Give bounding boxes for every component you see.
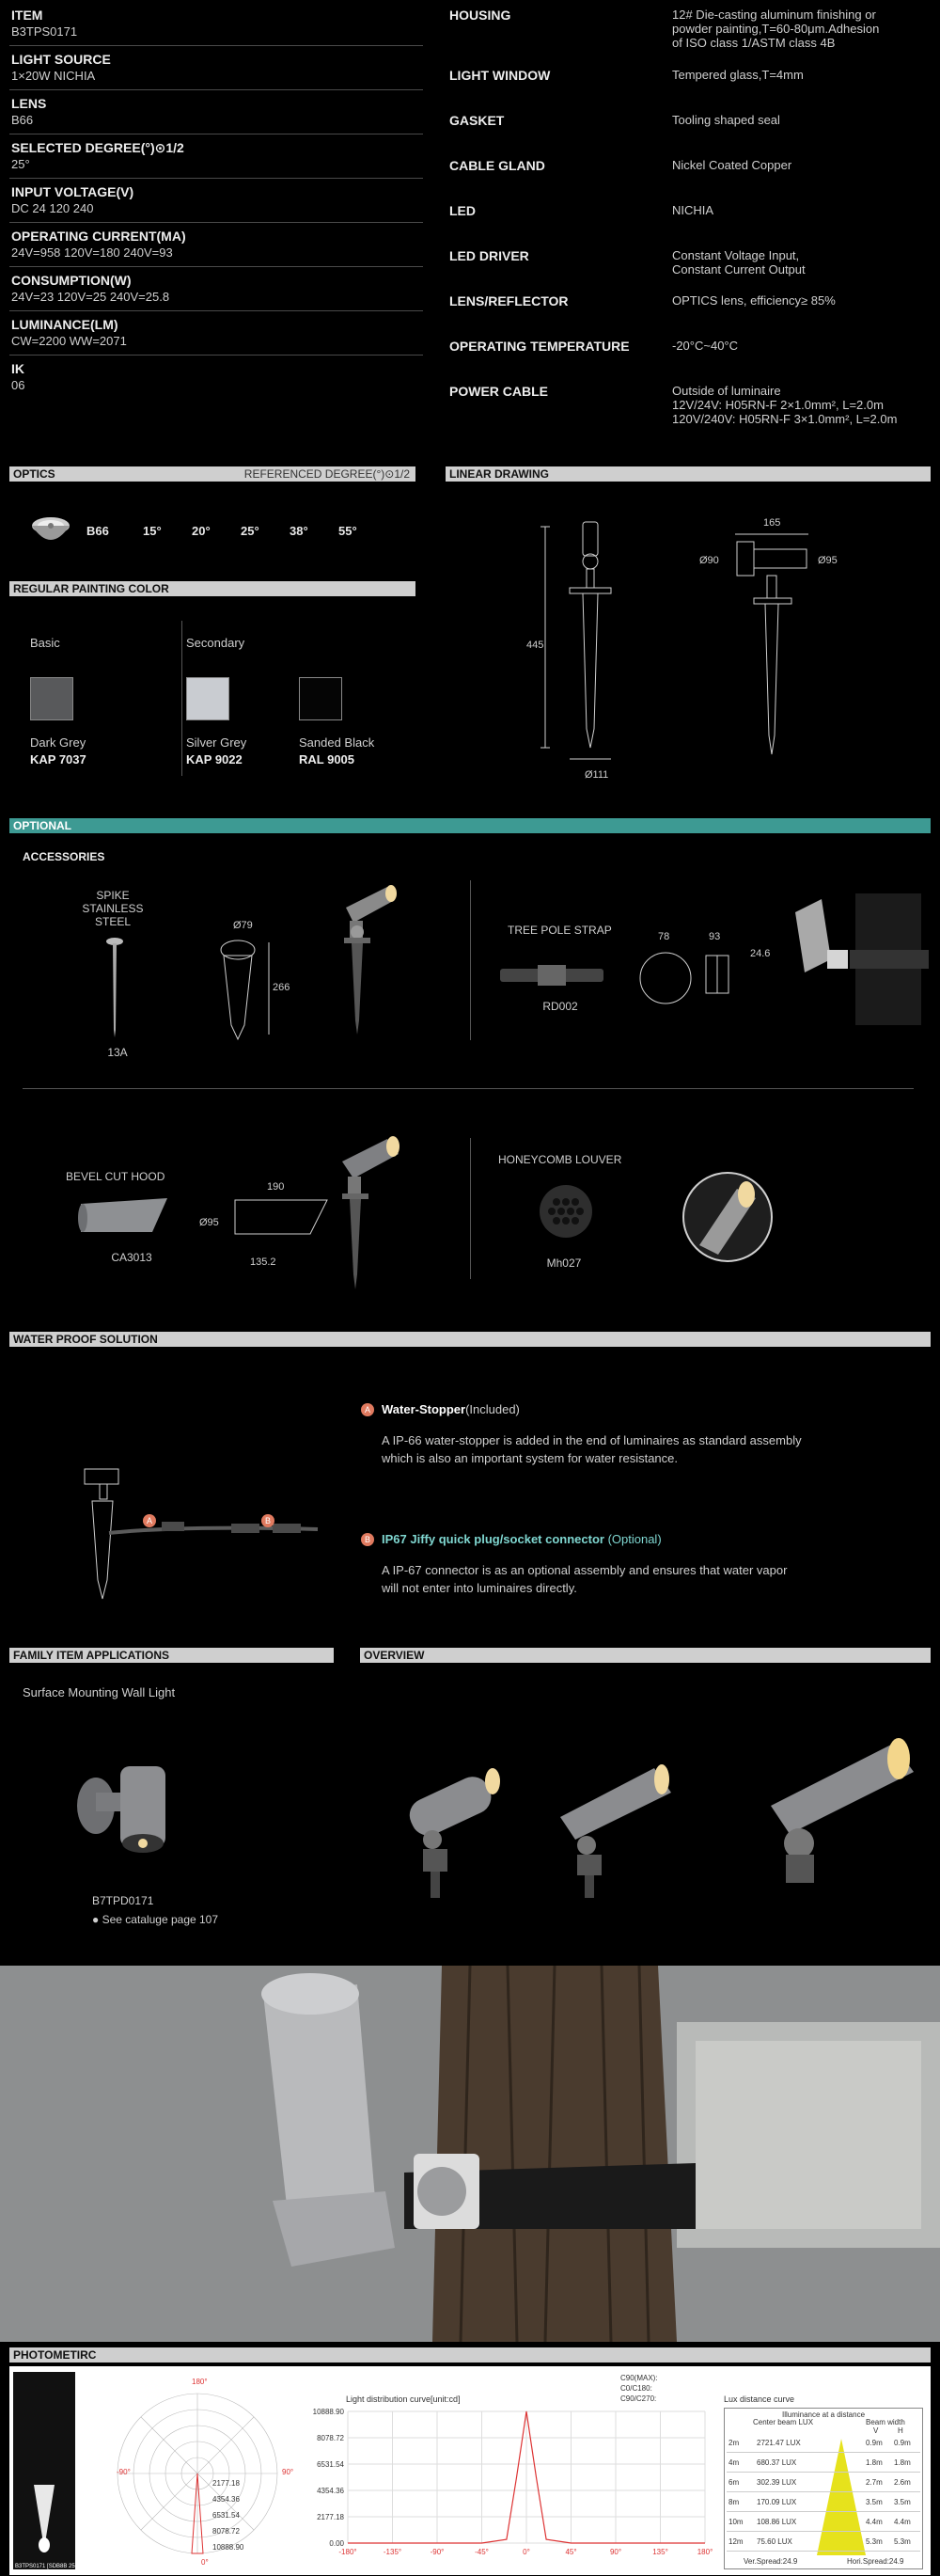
connector-name: IP67 Jiffy quick plug/socket connector xyxy=(382,1532,604,1546)
spec-value xyxy=(672,248,935,277)
spec-label: LED xyxy=(449,203,476,218)
lux-distance: 6m xyxy=(728,2478,740,2487)
color-name: Silver Grey xyxy=(186,735,247,750)
lux-subtitle: Illuminance at a distance xyxy=(781,2410,866,2419)
y-tick-label: 2177.18 xyxy=(317,2513,344,2521)
x-tick-label: -135° xyxy=(383,2548,402,2556)
spec-label: OPERATING TEMPERATURE xyxy=(449,339,630,354)
overview-title: OVERVIEW xyxy=(364,1649,425,1662)
accessory-divider-1 xyxy=(470,880,471,1040)
painting-header xyxy=(9,581,415,596)
beam-thumbnail-code: B3TPS0171 [SDB8B 25°] xyxy=(15,2564,79,2569)
lux-width-v: 1.8m xyxy=(866,2458,883,2467)
y-tick-label: 8078.72 xyxy=(317,2434,344,2442)
spec-value xyxy=(672,113,935,127)
spec-divider xyxy=(9,355,423,356)
photometric-header xyxy=(9,2347,931,2363)
waterproof-title: WATER PROOF SOLUTION xyxy=(13,1333,158,1346)
spec-value-line: OPTICS lens, efficiency≥ 85% xyxy=(672,293,836,308)
spec-label: LED DRIVER xyxy=(449,248,529,263)
hood-image xyxy=(77,1194,171,1246)
photometric-title: PHOTOMETIRC xyxy=(13,2348,97,2362)
family-item-title: Surface Mounting Wall Light xyxy=(23,1685,176,1699)
spec-divider xyxy=(9,89,423,90)
hood-code: CA3013 xyxy=(111,1251,152,1264)
overview-header xyxy=(360,1648,931,1663)
lux-row-line xyxy=(727,2491,920,2492)
family-item-code: B7TPD0171 xyxy=(92,1894,154,1907)
hood-title: BEVEL CUT HOOD xyxy=(66,1170,165,1183)
water-stopper-name: Water-Stopper xyxy=(382,1402,466,1416)
spec-value: 06 xyxy=(11,378,25,392)
spec-value-line: 12V/24V: H05RN-F 2×1.0mm², L=2.0m xyxy=(672,398,884,412)
color-code: KAP 9022 xyxy=(186,752,243,766)
optics-header xyxy=(9,466,415,482)
water-stopper-line-2: which is also an important system for water resistance. xyxy=(382,1451,679,1465)
x-tick-label: 0° xyxy=(523,2548,530,2556)
color-swatch[interactable] xyxy=(186,677,229,720)
spec-divider xyxy=(9,266,423,267)
accessory-hr xyxy=(23,1088,914,1089)
y-tick-label: 0.00 xyxy=(329,2539,344,2548)
connector-line-1: A IP-67 connector is as an optional assembly and ensures that water vapor xyxy=(382,1563,788,1577)
dim-base: Ø111 xyxy=(585,769,609,781)
spec-value-line: Constant Current Output xyxy=(672,262,806,277)
spec-value: 1×20W NICHIA xyxy=(11,69,96,83)
lux-width-v: 3.5m xyxy=(866,2498,883,2506)
water-stopper-tag: (Included) xyxy=(465,1402,520,1416)
polar-value: 6531.54 xyxy=(212,2511,240,2520)
spec-value-line: 120V/240V: H05RN-F 3×1.0mm², L=2.0m xyxy=(672,412,898,426)
louver-image xyxy=(538,1183,594,1244)
lux-table xyxy=(724,2408,923,2569)
linear-drawing-title: LINEAR DRAWING xyxy=(449,467,549,481)
hood-dim-w: 190 xyxy=(267,1181,285,1193)
spec-value: CW=2200 WW=2071 xyxy=(11,334,127,348)
secondary-label: Secondary xyxy=(186,636,245,650)
x-tick-label: -90° xyxy=(430,2548,445,2556)
spec-label: LUMINANCE(LM) xyxy=(11,317,118,332)
spec-value: 24V=958 120V=180 240V=93 xyxy=(11,245,173,260)
lux-width-h: 0.9m xyxy=(894,2439,911,2447)
spec-value: DC 24 120 240 xyxy=(11,201,94,215)
water-stopper-line-1: A IP-66 water-stopper is added in the end of luminaires as standard assembly xyxy=(382,1433,802,1447)
painting-title: REGULAR PAINTING COLOR xyxy=(13,582,169,595)
callout-b-icon: B xyxy=(261,1514,274,1527)
lux-width-h: 4.4m xyxy=(894,2518,911,2526)
spec-value xyxy=(672,339,935,353)
lux-row-line xyxy=(727,2551,920,2552)
x-tick-label: 90° xyxy=(609,2548,622,2556)
spec-value: 25° xyxy=(11,157,30,171)
spec-value-line: of ISO class 1/ASTM class 4B xyxy=(672,36,836,50)
spike-code: 13A xyxy=(107,1046,128,1059)
x-tick-label: -45° xyxy=(475,2548,489,2556)
spec-value xyxy=(672,293,935,308)
badge-a-icon: A xyxy=(361,1403,374,1416)
connector-tag: (Optional) xyxy=(603,1532,662,1546)
spike-title-1: SPIKE xyxy=(96,889,130,902)
spec-value xyxy=(672,384,935,426)
lux-head-h: H xyxy=(898,2426,903,2435)
spec-label: SELECTED DEGREE(°)⊙1/2 xyxy=(11,140,184,155)
overview-image-1 xyxy=(395,1759,508,1904)
spec-value-line: Tempered glass,T=4mm xyxy=(672,68,804,82)
lux-head-center: Center beam LUX xyxy=(753,2418,814,2426)
lux-value: 302.39 LUX xyxy=(757,2478,797,2487)
beam-thumbnail xyxy=(13,2372,75,2569)
lux-width-h: 1.8m xyxy=(894,2458,911,2467)
spec-divider xyxy=(9,222,423,223)
polar-value: 10888.90 xyxy=(212,2543,244,2552)
lux-distance: 4m xyxy=(728,2458,740,2467)
strap-product-image xyxy=(790,893,931,1030)
polar-diagram xyxy=(113,2379,282,2572)
dim-width: 165 xyxy=(763,517,781,529)
spec-value xyxy=(672,203,935,217)
louver-code: Mh027 xyxy=(546,1256,582,1270)
optional-title: OPTIONAL xyxy=(13,819,71,832)
lux-beam-cone xyxy=(813,2437,870,2559)
lux-width-h: 3.5m xyxy=(894,2498,911,2506)
optics-degree[interactable]: 25° xyxy=(241,524,259,538)
x-tick-label: 135° xyxy=(652,2548,668,2556)
optics-title: OPTICS xyxy=(13,467,55,481)
color-code: RAL 9005 xyxy=(299,752,355,766)
spec-value-line: powder painting,T=60-80μm.Adhesion xyxy=(672,22,880,36)
spec-label: LENS/REFLECTOR xyxy=(449,293,569,308)
hood-dim-d: Ø95 xyxy=(199,1217,219,1228)
lux-value: 108.86 LUX xyxy=(757,2518,797,2526)
linear-drawing-front xyxy=(724,529,827,768)
spec-label: CONSUMPTION(W) xyxy=(11,273,132,288)
connector-title xyxy=(382,1532,662,1546)
lux-value: 75.60 LUX xyxy=(757,2537,792,2546)
color-swatch[interactable] xyxy=(30,677,73,720)
legend-item: C0/C180: xyxy=(620,2384,652,2393)
spec-value-line: Outside of luminaire xyxy=(672,384,781,398)
spec-value: B3TPS0171 xyxy=(11,24,78,39)
basic-label: Basic xyxy=(30,636,60,650)
waterproof-header xyxy=(9,1332,931,1347)
optics-degree[interactable]: 20° xyxy=(192,524,211,538)
spec-label: INPUT VOLTAGE(V) xyxy=(11,184,134,199)
polar-value: 2177.18 xyxy=(212,2479,240,2488)
spec-label: CABLE GLAND xyxy=(449,158,545,173)
y-tick-label: 4354.36 xyxy=(317,2487,344,2495)
strap-title: TREE POLE STRAP xyxy=(508,924,612,937)
hood-dim-w2: 135.2 xyxy=(250,1256,276,1268)
polar-angle-left: -90° xyxy=(117,2468,131,2476)
spec-value: B66 xyxy=(11,113,34,127)
family-item-note: ● See cataluge page 107 xyxy=(92,1913,219,1926)
lux-head-v: V xyxy=(873,2426,879,2435)
spike-dim-h: 266 xyxy=(273,982,290,993)
spec-value-line: Nickel Coated Copper xyxy=(672,158,792,172)
spec-value-line: Tooling shaped seal xyxy=(672,113,780,127)
lux-distance: 10m xyxy=(728,2518,744,2526)
spec-value: 24V=23 120V=25 240V=25.8 xyxy=(11,290,170,304)
spec-divider xyxy=(9,45,423,46)
spec-value xyxy=(672,8,935,50)
lux-width-h: 2.6m xyxy=(894,2478,911,2487)
lux-distance: 2m xyxy=(728,2439,740,2447)
distribution-chart xyxy=(291,2402,714,2576)
lux-width-v: 2.7m xyxy=(866,2478,883,2487)
accessory-divider-2 xyxy=(470,1138,471,1279)
polar-angle-bottom: 0° xyxy=(201,2558,209,2567)
lux-width-v: 5.3m xyxy=(866,2537,883,2546)
spec-label: OPERATING CURRENT(MA) xyxy=(11,229,186,244)
color-name: Sanded Black xyxy=(299,735,375,750)
color-swatch[interactable] xyxy=(299,677,342,720)
badge-b-icon: B xyxy=(361,1533,374,1546)
waterproof-drawing xyxy=(71,1467,335,1613)
spec-label: ITEM xyxy=(11,8,43,23)
spec-label: LIGHT WINDOW xyxy=(449,68,551,83)
spec-divider xyxy=(9,310,423,311)
lux-row-line xyxy=(727,2472,920,2473)
connector-text xyxy=(382,1561,787,1597)
x-tick-label: -180° xyxy=(338,2548,357,2556)
lux-row-line xyxy=(727,2511,920,2512)
spike-product-image xyxy=(327,879,402,1044)
overview-image-3 xyxy=(752,1731,921,1904)
dim-d2: Ø95 xyxy=(818,555,838,566)
lux-hori-spread: Hori.Spread:24.9 xyxy=(847,2557,904,2566)
spec-label: LIGHT SOURCE xyxy=(11,52,111,67)
dim-d1: Ø90 xyxy=(699,555,719,566)
louver-title: HONEYCOMB LOUVER xyxy=(498,1153,622,1166)
louver-zoom-image xyxy=(681,1170,775,1269)
hood-product-image xyxy=(329,1133,404,1298)
lux-ver-spread: Ver.Spread:24.9 xyxy=(744,2557,798,2566)
spec-label: GASKET xyxy=(449,113,505,128)
spike-section-drawing xyxy=(214,931,280,1049)
optics-degree[interactable]: 38° xyxy=(290,524,308,538)
polar-value: 8078.72 xyxy=(212,2527,240,2536)
optics-degree-label: REFERENCED DEGREE(°)⊙1/2 xyxy=(243,467,410,481)
strap-code: RD002 xyxy=(542,1000,578,1013)
strap-ring-drawing xyxy=(637,950,694,1011)
x-tick-label: 180° xyxy=(697,2548,713,2556)
lens-icon xyxy=(30,513,71,553)
strap-side-drawing xyxy=(703,952,731,1004)
spec-label: HOUSING xyxy=(449,8,511,23)
wall-light-image xyxy=(75,1749,179,1867)
spike-title xyxy=(75,889,150,928)
color-code: KAP 7037 xyxy=(30,752,86,766)
curve-title: Light distribution curve[unit:cd] xyxy=(346,2394,461,2404)
lux-width-v: 4.4m xyxy=(866,2518,883,2526)
spec-label: IK xyxy=(11,361,24,376)
spike-dim-d: Ø79 xyxy=(233,920,253,931)
dim-height: 445 xyxy=(526,640,544,651)
spec-divider xyxy=(9,178,423,179)
lux-width-h: 5.3m xyxy=(894,2537,911,2546)
color-name: Dark Grey xyxy=(30,735,86,750)
spec-value-line: 12# Die-casting aluminum finishing or xyxy=(672,8,876,22)
strap-dim-3: 24.6 xyxy=(750,948,771,959)
hood-drawing xyxy=(229,1194,333,1246)
spike-drawing xyxy=(105,936,124,1044)
family-title: FAMILY ITEM APPLICATIONS xyxy=(13,1649,170,1662)
y-tick-label: 6531.54 xyxy=(317,2460,344,2469)
strap-dim-2: 93 xyxy=(709,931,721,942)
accessories-title: ACCESSORIES xyxy=(23,850,105,863)
lux-value: 170.09 LUX xyxy=(757,2498,797,2506)
spec-value xyxy=(672,158,935,172)
optics-degree[interactable]: 55° xyxy=(338,524,357,538)
strap-drawing xyxy=(500,957,603,1000)
polar-angle-top: 180° xyxy=(192,2378,208,2386)
polar-angle-right: 90° xyxy=(282,2468,294,2476)
water-stopper-text xyxy=(382,1431,802,1467)
lux-width-v: 0.9m xyxy=(866,2439,883,2447)
optional-header xyxy=(9,818,931,833)
spec-value-line: Constant Voltage Input, xyxy=(672,248,800,262)
legend-item: C90/C270: xyxy=(620,2394,657,2403)
lux-value: 2721.47 LUX xyxy=(757,2439,801,2447)
callout-a-icon: A xyxy=(143,1514,156,1527)
legend-item: C90(MAX): xyxy=(620,2374,658,2382)
x-tick-label: 45° xyxy=(565,2548,577,2556)
spike-title-2: STAINLESS STEEL xyxy=(82,902,144,928)
lens-code: B66 xyxy=(86,524,109,538)
strap-dim-1: 78 xyxy=(658,931,670,942)
lux-value: 680.37 LUX xyxy=(757,2458,797,2467)
overview-image-2 xyxy=(551,1759,682,1904)
y-tick-label: 10888.90 xyxy=(312,2408,344,2416)
lux-title: Lux distance curve xyxy=(724,2394,795,2404)
lux-row-line xyxy=(727,2531,920,2532)
spec-value xyxy=(672,68,935,82)
family-header xyxy=(9,1648,334,1663)
lux-row-line xyxy=(727,2452,920,2453)
painting-divider xyxy=(181,621,182,776)
lux-head-width: Beam width xyxy=(866,2418,905,2426)
lux-distance: 8m xyxy=(728,2498,740,2506)
spec-value-line: -20°C~40°C xyxy=(672,339,739,353)
optics-degree[interactable]: 15° xyxy=(143,524,162,538)
lux-distance: 12m xyxy=(728,2537,744,2546)
spec-value-line: NICHIA xyxy=(672,203,714,217)
tree-mount-photo xyxy=(0,1966,940,2342)
spec-label: LENS xyxy=(11,96,47,111)
connector-line-2: will not enter into luminaires directly. xyxy=(382,1581,577,1595)
linear-drawing-header xyxy=(446,466,931,482)
polar-value: 4354.36 xyxy=(212,2495,240,2504)
spec-label: POWER CABLE xyxy=(449,384,548,399)
water-stopper-title xyxy=(382,1402,520,1416)
